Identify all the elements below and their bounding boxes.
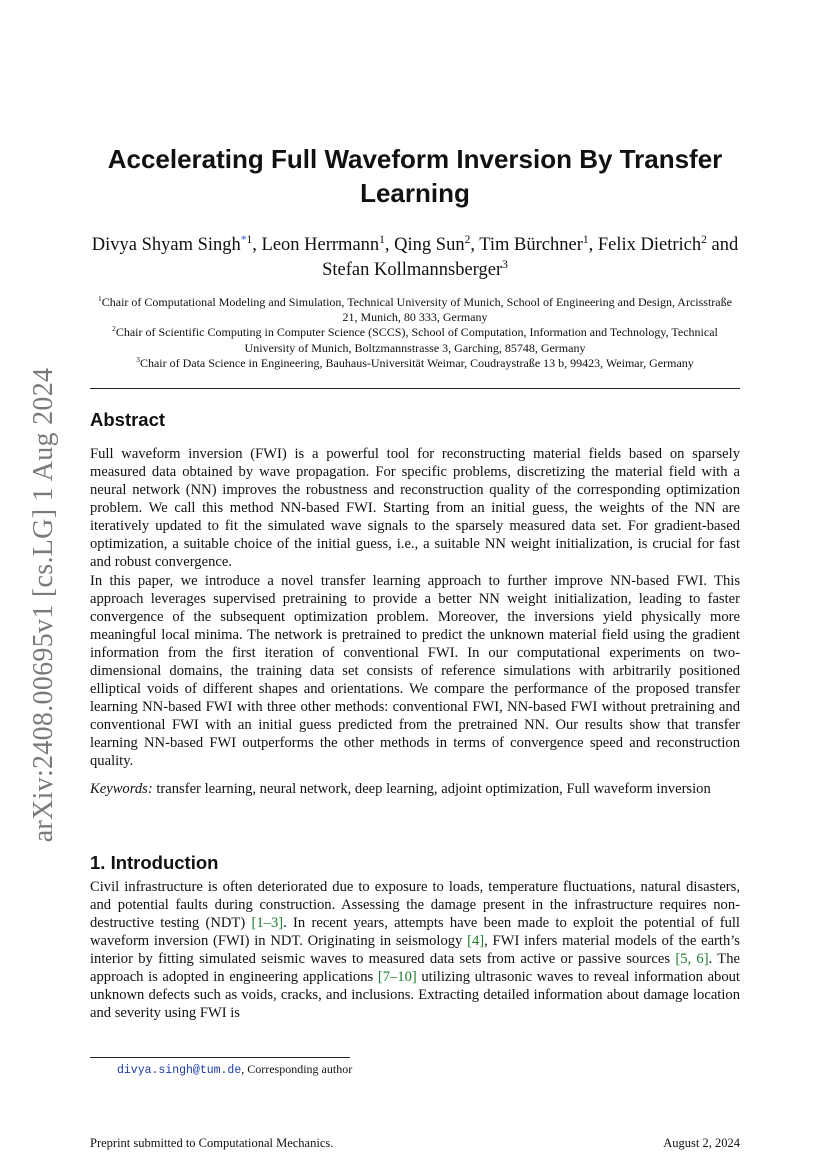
author-name: Stefan Kollmannsberger bbox=[322, 260, 503, 280]
author-email-link[interactable]: divya.singh@tum.de bbox=[117, 1064, 242, 1077]
keywords-label: Keywords: bbox=[90, 781, 153, 797]
author-name: Felix Dietrich bbox=[597, 235, 702, 255]
footnote-text: , Corresponding author bbox=[241, 1062, 353, 1076]
paper-title: Accelerating Full Waveform Inversion By Transfer Learning bbox=[107, 144, 723, 208]
citation-link[interactable]: [5, 6] bbox=[675, 950, 709, 967]
footnote bbox=[117, 1062, 352, 1077]
citation-link[interactable]: [4] bbox=[467, 932, 485, 949]
author-name: Leon Herrmann bbox=[261, 235, 380, 255]
affiliation-text: Chair of Data Science in Engineering, Bauhaus-Universität Weimar, Coudraystraße 13 b, 99423, Weimar, Germany bbox=[139, 355, 694, 370]
affiliation-item bbox=[90, 295, 740, 325]
author-affiliation-marker: 2 bbox=[464, 233, 471, 246]
author-affiliation-marker: 1 bbox=[582, 233, 589, 246]
corresponding-author-marker[interactable]: * bbox=[240, 233, 247, 246]
author-name: Qing Sun bbox=[394, 235, 465, 255]
introduction-text: . In recent years, attempts have been made to exploit the potential of full waveform inversion (FWI) in NDT. Originating in seismology bbox=[90, 914, 740, 949]
arxiv-identifier: arXiv:2408.00695v1 [cs.LG] 1 Aug 2024 bbox=[28, 367, 59, 843]
affiliation-list bbox=[90, 295, 740, 371]
affiliation-item bbox=[90, 356, 740, 371]
author-affiliation-marker: 2 bbox=[701, 233, 707, 246]
footer-preprint-note: Preprint submitted to Computational Mechanics. bbox=[90, 1136, 334, 1150]
abstract-paragraph-1: Full waveform inversion (FWI) is a powerful tool for reconstructing material fields based on sparsely measured data obtained by wave propagation. For specific problems, discretizing the material field with a neural network (NN) improves the robustness and reconstruction quality of the corresponding optimization problem. We call this method NN-based FWI. Starting from an initial guess, the weights of the NN are iteratively updated to fit the simulated wave signals to the sparsely measured data set. For gradient-based optimization, a suitable choice of the initial guess, i.e., a suitable NN weight initialization, is crucial for fast and robust convergence. bbox=[90, 446, 740, 570]
author-name: Divya Shyam Singh bbox=[91, 235, 241, 255]
introduction-text: . The approach is adopted in engineering applications bbox=[90, 950, 740, 985]
author-separator: , bbox=[588, 235, 598, 255]
introduction-paragraph bbox=[90, 879, 740, 1023]
author-affiliation-marker: 3 bbox=[502, 258, 508, 271]
abstract-heading: Abstract bbox=[90, 409, 166, 430]
abstract-paragraph-2: In this paper, we introduce a novel transfer learning approach to further improve NN-based FWI. This approach leverages supervised pretraining to provide a better NN weight initialization, leading to faster convergence of the subsequent optimization problem. Moreover, the inversions yield physically more meaningful local minima. The network is pretrained to predict the unknown material field using the gradient information from the first iteration of conventional FWI. In our computational experiments on two-dimensional domains, the training data set consists of reference simulations with arbitrarily positioned elliptical voids of different shapes and orientations. We compare the performance of the proposed transfer learning NN-based FWI with three other methods: conventional FWI, NN-based FWI without pretraining and conventional FWI with an initial guess predicted from the pretrained NN. Our results show that transfer learning NN-based FWI outperforms the other methods in terms of convergence speed and reconstruction quality. bbox=[90, 573, 740, 769]
footer-date: August 2, 2024 bbox=[663, 1136, 740, 1150]
introduction-heading: 1. Introduction bbox=[90, 852, 219, 873]
author-affiliation-marker: 1 bbox=[379, 233, 385, 246]
affiliation-marker: 2 bbox=[112, 324, 116, 334]
citation-link[interactable]: [7–10] bbox=[377, 968, 417, 985]
affiliation-marker: 3 bbox=[136, 354, 140, 364]
author-separator: and bbox=[706, 235, 739, 255]
author-list bbox=[90, 233, 740, 283]
author-name: Tim Bürchner bbox=[479, 235, 583, 255]
author-affiliation-marker: 1 bbox=[246, 233, 253, 246]
affiliation-text: Chair of Scientific Computing in Computer Science (SCCS), School of Computation, Information and Technology, Technical University of Munich, Boltzmannstrasse 3, Garching, 85748, Germany bbox=[115, 325, 718, 355]
affiliation-marker: 1 bbox=[98, 294, 102, 303]
introduction-text: , FWI infers material models of the earth’s interior by fitting simulated seismic waves to measured data sets from active or passive sources bbox=[90, 932, 740, 967]
header-divider bbox=[90, 388, 740, 389]
keywords bbox=[90, 781, 740, 799]
introduction-text: utilizing ultrasonic waves to reveal information about unknown defects such as voids, cracks, and inclusions. Extracting detailed information about damage location and severity using FWI is bbox=[90, 968, 740, 1021]
affiliation-item bbox=[90, 325, 740, 355]
author-separator: , bbox=[470, 235, 480, 255]
author-separator: , bbox=[252, 235, 262, 255]
author-separator: , bbox=[384, 235, 395, 255]
introduction-text: Civil infrastructure is often deteriorated due to exposure to loads, temperature fluctuations, natural disasters, and potential faults during construction. Assessing the damage present in the infrastructure requires non-destructive testing (NDT) bbox=[90, 879, 740, 931]
footnote-divider bbox=[90, 1057, 350, 1058]
citation-link[interactable]: [1–3] bbox=[251, 914, 284, 931]
affiliation-text: Chair of Computational Modeling and Simulation, Technical University of Munich, School of Engineering and Design, Arcisstraße 21, Munich, 80 333, Germany bbox=[101, 295, 732, 325]
keywords-text: transfer learning, neural network, deep learning, adjoint optimization, Full waveform inversion bbox=[152, 781, 711, 797]
